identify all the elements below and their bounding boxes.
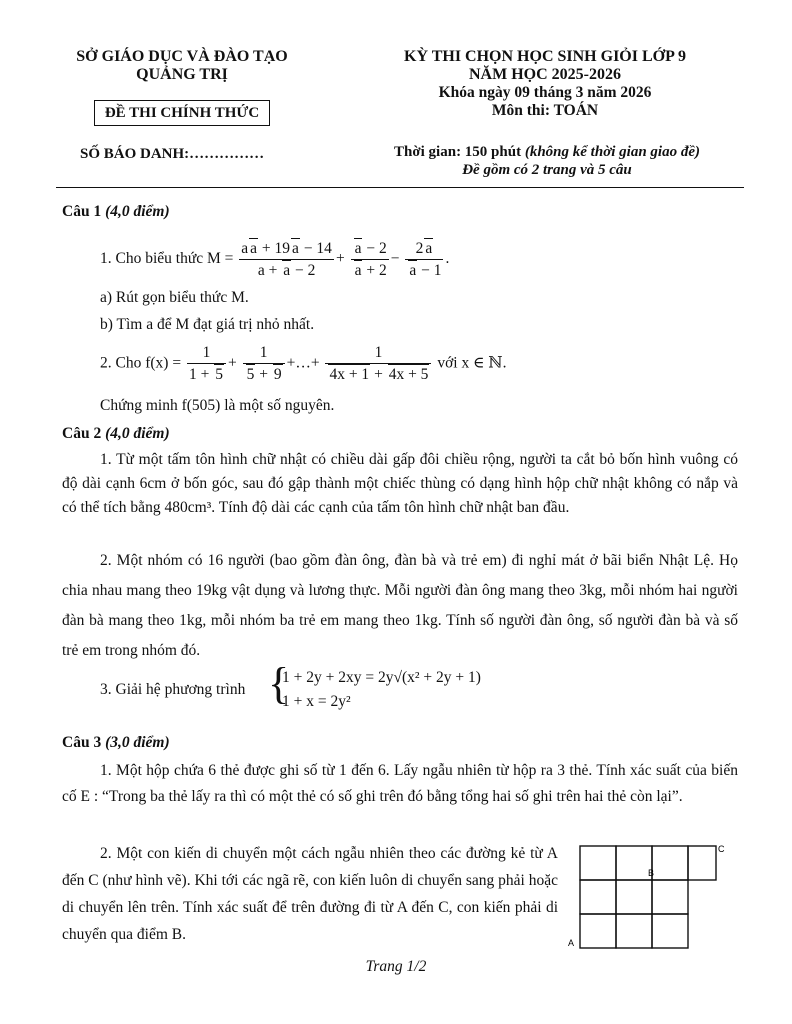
q2-problem-2: 2. Một nhóm có 16 người (bao gồm đàn ông, đàn bà và trẻ em) đi nghỉ mát ở bãi biển Nhật Lệ. Họ chia nhau mang theo 19kg vật dụng và lương thực. Mỗi người đàn ông mang theo 3kg, mỗi nhóm hai người đàn bà mang theo 1kg, mỗi nhóm ba trẻ em mang theo 1kg. Tính số người đàn ông, số người đàn bà và số trẻ em trong nhóm đó. xyxy=(62,552,738,659)
grid-cell xyxy=(652,914,688,948)
q2-problem-1: 1. Từ một tấm tôn hình chữ nhật có chiều dài gấp đôi chiều rộng, người ta cắt bỏ bốn hình vuông có độ dài cạnh 6cm ở bốn góc, sau đó gập thành một chiếc thùng có dạng hình hộp chữ nhật không có nắp và có thể tích bằng 480cm³. Tính độ dài các cạnh của tấm tôn hình chữ nhật ban đầu. xyxy=(62,451,738,516)
grid-cell xyxy=(616,846,655,880)
m-fraction-2: $\frac{a - 2}{a + 2}$ xyxy=(351,238,389,281)
system-brace: { xyxy=(268,659,290,708)
dept-line-1: SỞ GIÁO DỤC VÀ ĐÀO TẠO xyxy=(76,48,288,65)
q1-points: (4,0 điểm) xyxy=(105,203,170,220)
exam-header xyxy=(355,48,735,120)
time-note: (không kể thời gian giao đề) xyxy=(524,144,700,160)
ant-path-grid xyxy=(564,838,734,950)
q3-points: (3,0 điểm) xyxy=(105,734,170,751)
q1-function-f: 2. Cho f(x) = $\frac{1}{1 + 5}$ + $\frac{1}{5 + 9}$ +…+ $\frac{1}{4x + 1 + 4x + 5}$ với x ∈ ℕ. xyxy=(100,344,507,383)
time-label: Thời gian: 150 phút xyxy=(393,144,522,160)
q2-p3-intro: 3. Giải hệ phương trình xyxy=(100,681,246,698)
m-fraction-1: $\frac{\text{a a + 19 a − 14}}{a + a - 2}$ xyxy=(241,240,332,279)
equation-2: 1 + x = 2y² xyxy=(282,693,351,710)
q2-points: (4,0 điểm) xyxy=(105,425,170,442)
school-year: NĂM HỌC 2025-2026 xyxy=(469,66,621,83)
q1-p2-tail: với x ∈ ℕ. xyxy=(437,354,507,372)
grid-cell xyxy=(580,846,616,880)
f-fraction-1: $\frac{1}{1 + 5}$ xyxy=(187,343,226,385)
q1-part-a: a) Rút gọn biểu thức M. xyxy=(100,289,249,306)
q1-p2-intro: 2. Cho f(x) = xyxy=(100,354,182,372)
grid-cell xyxy=(652,846,688,880)
q1-expression-m: 1. Cho biểu thức M = $\frac{\text{a a + 19 a − 14}}{a + a - 2}$ + $\frac{a - 2}{a + 2}$ − $\frac{2 a}{a - 1}$ . xyxy=(100,240,450,279)
q3-title xyxy=(62,734,170,752)
exam-date: Khóa ngày 09 tháng 3 năm 2026 xyxy=(438,84,652,101)
q2-title-text: Câu 2 xyxy=(62,425,102,442)
exam-title: KỲ THI CHỌN HỌC SINH GIỎI LỚP 9 xyxy=(404,48,686,65)
q1-title-text: Câu 1 xyxy=(62,203,102,220)
m-fraction-3: $\frac{2 a}{a - 1}$ xyxy=(405,238,443,281)
page-info: Đề gồm có 2 trang và 5 câu xyxy=(462,162,632,178)
dept-line-2: QUẢNG TRỊ xyxy=(136,66,228,83)
q1-p1-intro: 1. Cho biểu thức M = xyxy=(100,250,234,268)
q3-title-text: Câu 3 xyxy=(62,734,102,751)
point-c-label: C xyxy=(718,844,725,854)
grid-cell xyxy=(688,846,716,880)
header-divider xyxy=(56,187,744,188)
grid-cell xyxy=(616,880,652,914)
q2-title xyxy=(62,425,170,443)
point-a-label: A xyxy=(568,938,575,948)
q1-part-b: b) Tìm a để M đạt giá trị nhỏ nhất. xyxy=(100,316,315,333)
q3-problem-1: 1. Một hộp chứa 6 thẻ được ghi số từ 1 đến 6. Lấy ngẫu nhiên từ hộp ra 3 thẻ. Tính xác suất của biến cố E : “Trong ba thẻ lấy ra thì có một thẻ có số ghi trên đó bằng tổng hai số ghi trên hai thẻ còn lại”. xyxy=(62,762,738,805)
q1-prove: Chứng minh f(505) là một số nguyên. xyxy=(100,397,335,414)
grid-cell xyxy=(580,914,616,948)
q3-problem-2: 2. Một con kiến di chuyển một cách ngẫu nhiên theo các đường kẻ từ A đến C (như hình vẽ). Khi tới các ngã rẽ, con kiến luôn di chuyển sang phải hoặc di chuyển lên trên. Tính xác suất để trên đường đi từ A đến C, con kiến phải di chuyển qua điểm B. xyxy=(62,845,558,943)
department-header xyxy=(56,48,308,126)
f-fraction-n: $\frac{1}{4x + 1 + 4x + 5}$ xyxy=(325,343,431,385)
q1-title xyxy=(62,203,170,221)
q2-equation-system xyxy=(268,659,528,716)
official-exam-box: ĐỀ THI CHÍNH THỨC xyxy=(94,100,270,126)
time-info xyxy=(356,143,738,179)
page-number: Trang 1/2 xyxy=(365,958,427,975)
point-b-label: B xyxy=(648,868,655,878)
grid-cell xyxy=(616,914,652,948)
exam-subject: Môn thi: TOÁN xyxy=(491,102,599,119)
equation-1: 1 + 2y + 2xy = 2y√(x² + 2y + 1) xyxy=(282,669,481,686)
candidate-number: SỐ BÁO DANH:…………… xyxy=(80,146,265,162)
f-fraction-2: $\frac{1}{5 + 9}$ xyxy=(243,343,285,385)
grid-cell xyxy=(652,880,688,914)
grid-cell xyxy=(580,880,616,914)
